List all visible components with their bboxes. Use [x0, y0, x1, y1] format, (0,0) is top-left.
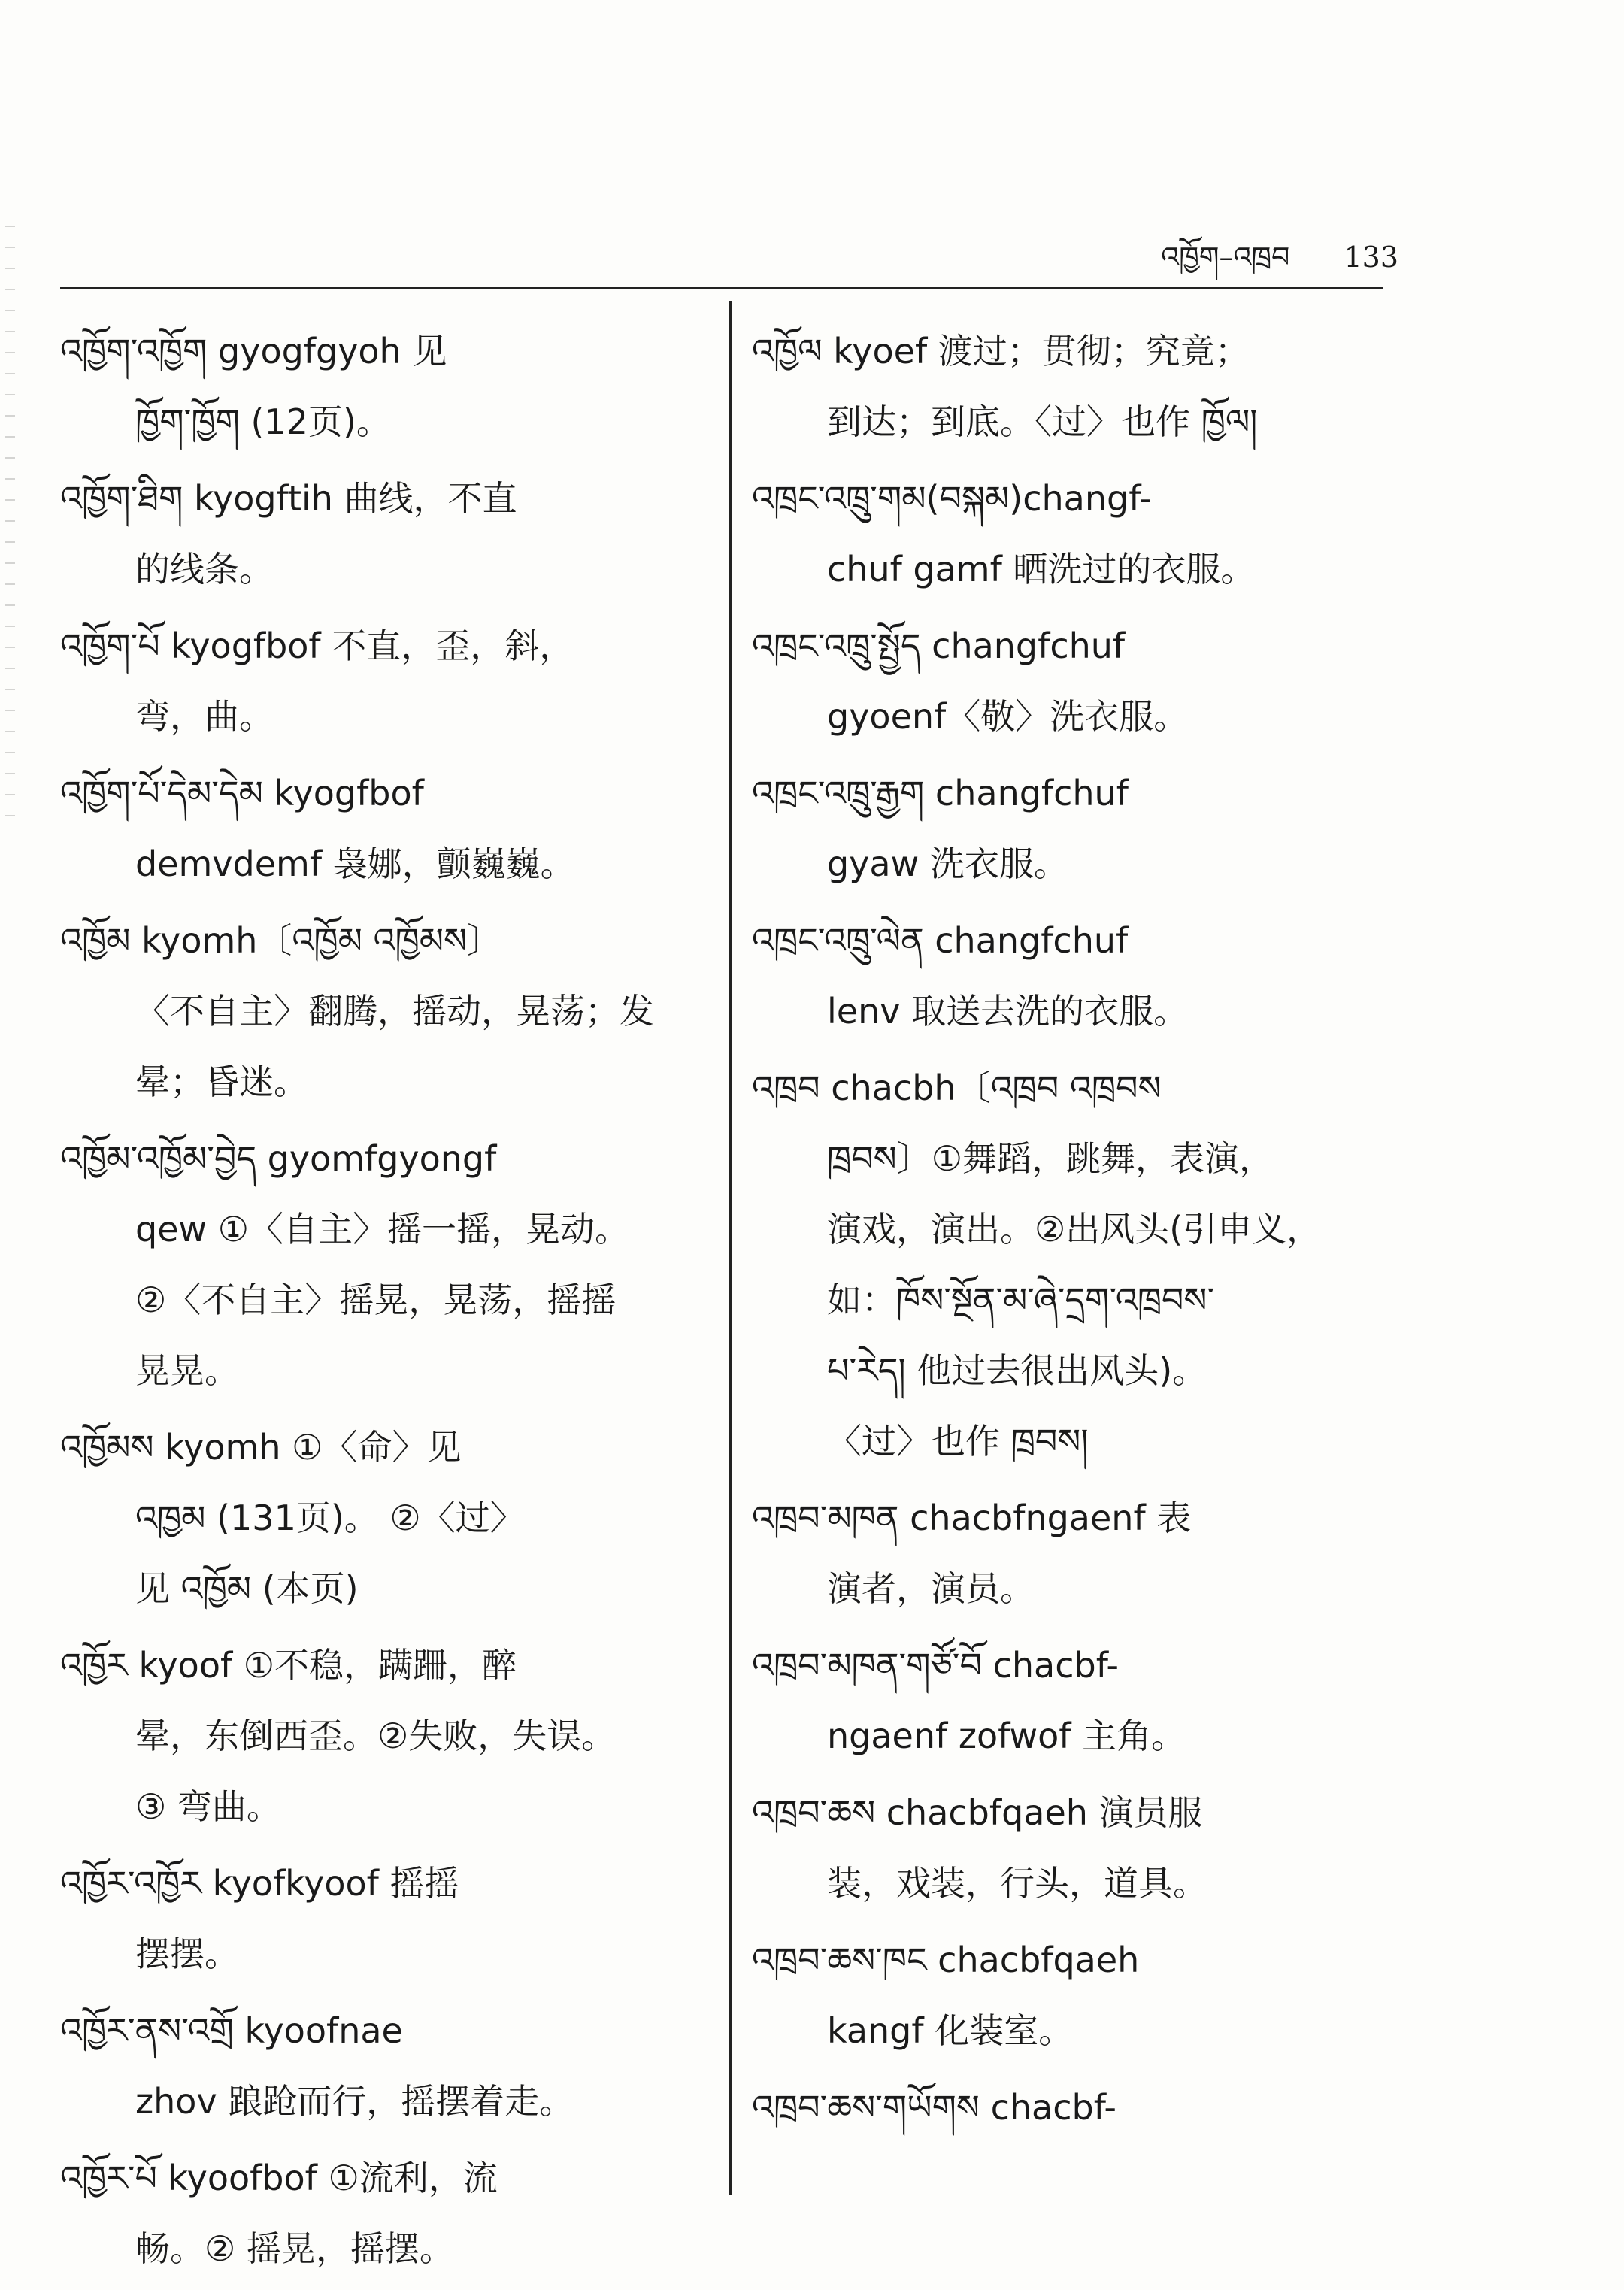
entry-continuation: 晕；昏迷。: [135, 1062, 308, 1102]
dictionary-entry: [60, 2143, 707, 2284]
entry-continuation: པ་རེད། 他过去很出风头)。: [827, 1350, 1207, 1391]
entry-headline: འཁྱོག་པོ kyogfbof 不直，歪，斜，: [60, 626, 574, 666]
entry-continuation: gyoenf〈敬〉洗衣服。: [827, 696, 1189, 737]
entry-headline: འཁྱོམ kyomh〔འཁྱོམ འཁྱོམས〕: [60, 920, 502, 961]
entry-headline: འཁྲབ་མཁན་གཙོ་བོ chacbf-: [752, 1645, 1119, 1686]
entry-headline: འཁྱོར་པོ kyoofbof ①流利，流: [60, 2158, 498, 2198]
entry-headline: འཁྲང་འཁྲུ་སྤྱོད changfchuf: [752, 626, 1126, 666]
entry-headline: འཁྱོག་འཁྱོག gyogfgyoh 见: [60, 331, 447, 371]
entry-headline: འཁྱོལ kyoef 渡过；贯彻；究竟；: [752, 331, 1250, 371]
dictionary-entry: [60, 758, 707, 899]
dictionary-entry: [752, 610, 1398, 752]
dictionary-entry: [60, 1630, 707, 1842]
entry-continuation: འཁྱམ (131页)。 ②〈过〉: [135, 1498, 525, 1538]
dictionary-entry: [752, 316, 1398, 457]
entry-continuation: ②〈不自主〉摇晃，晃荡，摇摇: [135, 1280, 617, 1320]
dictionary-entry: [60, 1995, 707, 2137]
dictionary-entry: [752, 1777, 1398, 1919]
entry-headline: འཁྲབ་ཆས chacbfqaeh 演员服: [752, 1792, 1203, 1833]
entry-headline: འཁྱོག་པོ་དེམ་དེམ kyogfbof: [60, 773, 424, 813]
dictionary-entry: [60, 610, 707, 752]
right-column: [752, 316, 1398, 2149]
entry-continuation: 〈过〉也作 ཁྲབས།: [827, 1421, 1089, 1462]
dictionary-entry: [60, 1412, 707, 1624]
dictionary-entry: [752, 1925, 1398, 2066]
entry-headline: འཁྲང་འཁྲུ་གམ(བསྐམ)changf-: [752, 478, 1152, 519]
entry-continuation: 弯，曲。: [135, 696, 274, 737]
entry-headline: འཁྲབ་མཁན chacbfngaenf 表: [752, 1498, 1192, 1538]
header-rule: [60, 287, 1383, 289]
entry-continuation: 装，戏装，行头，道具。: [827, 1863, 1207, 1904]
left-column: [60, 316, 707, 2290]
entry-headline: འཁྱོམས kyomh ①〈命〉见: [60, 1427, 462, 1468]
entry-continuation: 如：ཁོས་སྔོན་མ་ཞེ་དྲག་འཁྲབས་: [827, 1280, 1215, 1320]
dictionary-entry: [60, 1848, 707, 1989]
entry-continuation: demvdemf 袅娜，颤巍巍。: [135, 844, 575, 884]
entry-continuation: kangf 化装室。: [827, 2010, 1074, 2051]
entry-headline: འཁྱོར་འཁྱོར kyofkyoof 摇摇: [60, 1863, 459, 1904]
entry-headline: འཁྲབ་ཆས་གཡོགས chacbf-: [752, 2087, 1116, 2128]
entry-continuation: 见 འཁྱོམ (本页): [135, 1568, 359, 1609]
entry-continuation: 晕，东倒西歪。②失败，失误。: [135, 1716, 617, 1756]
dictionary-entry: [752, 2072, 1398, 2143]
dictionary-entry: [752, 905, 1398, 1047]
entry-continuation: 到达；到底。〈过〉也作 ཁྱོལ།: [827, 401, 1258, 442]
entry-continuation: gyaw 洗衣服。: [827, 844, 1068, 884]
page-number: 133: [1344, 241, 1398, 274]
dictionary-entry: [752, 1630, 1398, 1771]
column-divider: [729, 301, 732, 2195]
entry-continuation: 演者，演员。: [827, 1568, 1035, 1609]
entry-continuation: ཁྲབས〕①舞蹈，跳舞，表演，: [827, 1138, 1274, 1179]
entry-continuation: lenv 取送去洗的衣服。: [827, 991, 1189, 1031]
dictionary-entry: [60, 1123, 707, 1406]
entry-continuation: ཁྱོག་ཁྱོག (12页)。: [135, 401, 391, 442]
entry-headline: འཁྲབ་ཆས་ཁང chacbfqaeh: [752, 1940, 1140, 1980]
dictionary-entry: [752, 1483, 1398, 1624]
dictionary-entry: [60, 905, 707, 1117]
dictionary-entry: [60, 316, 707, 457]
header-range: འཁྱོག–འཁྲབ: [1161, 241, 1290, 274]
running-header: [1053, 226, 1398, 274]
entry-continuation: chuf gamf 晒洗过的衣服。: [827, 549, 1256, 589]
dictionary-entry: [752, 463, 1398, 604]
entry-headline: འཁྱོར kyoof ①不稳，蹒跚，醉: [60, 1645, 517, 1686]
entry-continuation: 晃晃。: [135, 1350, 239, 1391]
entry-headline: འཁྱོམ་འཁྱོམ་བྱེད gyomfgyongf: [60, 1138, 497, 1179]
entry-headline: འཁྲབ chacbh〔འཁྲབ འཁྲབས: [752, 1068, 1162, 1108]
entry-continuation: zhov 踉跄而行，摇摆着走。: [135, 2081, 574, 2122]
entry-headline: འཁྱོར་ནས་འགྲོ kyoofnae: [60, 2010, 403, 2051]
entry-continuation: 〈不自主〉翻腾，摇动，晃荡；发: [135, 991, 654, 1031]
entry-headline: འཁྲང་འཁྲུ་ལེན changfchuf: [752, 920, 1129, 961]
entry-continuation: ngaenf zofwof 主角。: [827, 1716, 1186, 1756]
entry-continuation: 的线条。: [135, 549, 274, 589]
dictionary-entry: [752, 1053, 1398, 1477]
entry-headline: འཁྱོག་ཐིག kyogftih 曲线，不直: [60, 478, 517, 519]
entry-headline: འཁྲང་འཁྲུ་རྒྱག changfchuf: [752, 773, 1129, 813]
entry-continuation: 摆摆。: [135, 1934, 239, 1974]
dictionary-entry: [60, 463, 707, 604]
dictionary-entry: [752, 758, 1398, 899]
entry-continuation: qew ①〈自主〉摇一摇，晃动。: [135, 1209, 629, 1250]
entry-continuation: 畅。② 摇晃，摇摆。: [135, 2228, 454, 2269]
entry-continuation: ③ 弯曲。: [135, 1786, 281, 1827]
entry-continuation: 演戏，演出。②出风头(引申义，: [827, 1209, 1322, 1250]
scan-edge-dots: [5, 226, 15, 827]
